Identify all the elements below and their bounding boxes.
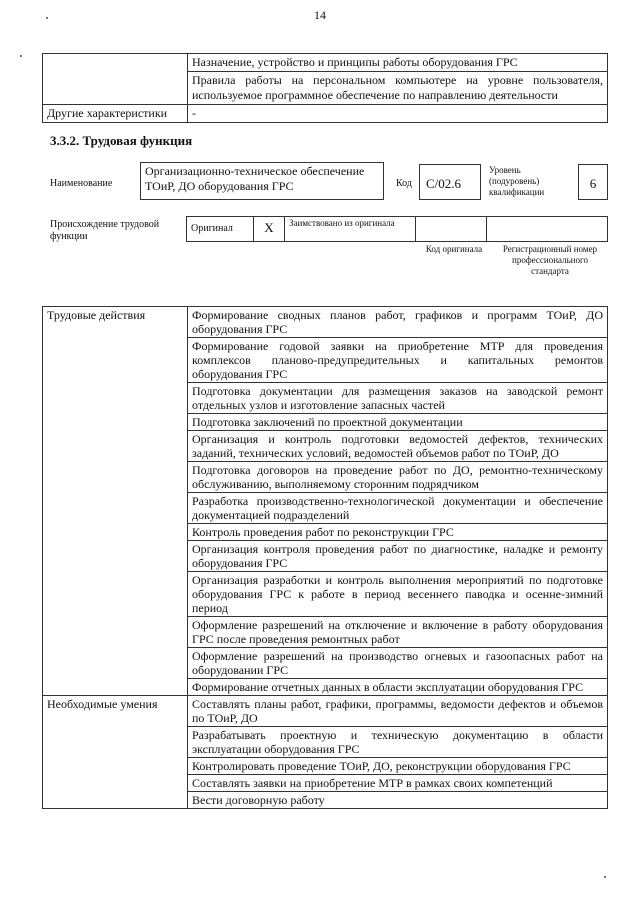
- name-value-box: [140, 162, 384, 200]
- list-item: Подготовка заключений по проектной документации: [188, 414, 608, 431]
- section-label: Необходимые умения: [43, 696, 188, 809]
- list-item: Подготовка документации для размещения заказов на заводской ремонт отдельных узлов и изготовление запасных частей: [188, 383, 608, 414]
- name-value: Организационно-техническое обеспечение ТОиР, ДО оборудования ГРС: [145, 164, 365, 193]
- borrowed-label: Заимствовано из оригинала: [285, 217, 416, 242]
- list-item: Разработка производственно-технологической документации и обеспечение документацией подразделений: [188, 493, 608, 524]
- main-table: [42, 306, 608, 809]
- list-item: Вести договорную работу: [188, 792, 608, 809]
- code-value: С/02.6: [426, 176, 462, 191]
- table-row: [43, 105, 608, 123]
- table-row: [43, 54, 608, 72]
- list-item: Оформление разрешений на отключение и включение в работу оборудования ГРС после проведения ремонтных работ: [188, 617, 608, 648]
- table-row: [43, 696, 608, 727]
- scan-speck: [20, 55, 22, 57]
- row-value-cell: Назначение, устройство и принципы работы оборудования ГРС: [188, 54, 608, 72]
- code-value-box: [419, 164, 481, 200]
- original-code-cell: [416, 217, 487, 242]
- list-item: Контроль проведения работ по реконструкции ГРС: [188, 524, 608, 541]
- list-item: Формирование сводных планов работ, графиков и программ ТОиР, ДО оборудования ГРС: [188, 307, 608, 338]
- level-value: 6: [589, 176, 597, 191]
- page-number: 14: [314, 8, 326, 22]
- list-item: Подготовка договоров на проведение работ по ДО, ремонтно-техническому обслуживанию, выполняемому сторонним подрядчиком: [188, 462, 608, 493]
- reg-number-cell: [487, 217, 608, 242]
- row-value-cell: -: [188, 105, 608, 123]
- section-label: Трудовые действия: [43, 307, 188, 696]
- code-label: Код: [396, 178, 412, 189]
- row-label-cell: [43, 54, 188, 105]
- origin-label: Происхождение трудовой функции: [50, 219, 160, 242]
- original-label: Оригинал: [187, 217, 254, 242]
- original-code-caption: Код оригинала: [425, 244, 483, 254]
- row-value-cell: Правила работы на персональном компьютере на уровне пользователя, используемое программное обеспечение по направлению деятельности: [188, 72, 608, 105]
- table-row: [43, 307, 608, 338]
- list-item: Организация и контроль подготовки ведомостей дефектов, технических заданий, технических условий, ведомостей объемов работ по ТОиР, ДО: [188, 431, 608, 462]
- list-item: Составлять заявки на приобретение МТР в рамках своих компетенций: [188, 775, 608, 792]
- list-item: Организация разработки и контроль выполнения мероприятий по подготовке оборудования ГРС к работе в период весеннего паводка и осенне-зимний период: [188, 572, 608, 617]
- original-mark: Х: [254, 217, 285, 242]
- list-item: Организация контроля проведения работ по диагностике, наладке и ремонту оборудования ГРС: [188, 541, 608, 572]
- row-label-cell: Другие характеристики: [43, 105, 188, 123]
- list-item: Контролировать проведение ТОиР, ДО, реконструкции оборудования ГРС: [188, 758, 608, 775]
- origin-table: [186, 216, 608, 242]
- scan-speck: [604, 876, 606, 878]
- list-item: Формирование отчетных данных в области эксплуатации оборудования ГРС: [188, 679, 608, 696]
- section-title: 3.3.2. Трудовая функция: [50, 133, 193, 148]
- list-item: Формирование годовой заявки на приобретение МТР для проведения комплексов планово-предупредительных и капитальных ремонтов оборудования ГРС: [188, 338, 608, 383]
- level-value-box: [578, 164, 608, 200]
- list-item: Разрабатывать проектную и техническую документацию в области эксплуатации оборудования ГРС: [188, 727, 608, 758]
- name-label: Наименование: [50, 178, 113, 189]
- reg-number-caption: Регистрационный номер профессионального стандарта: [502, 244, 598, 276]
- top-table: [42, 53, 608, 123]
- list-item: Составлять планы работ, графики, программы, ведомости дефектов и объемов по ТОиР, ДО: [188, 696, 608, 727]
- level-label: Уровень (подуровень) квалификации: [489, 165, 545, 197]
- list-item: Оформление разрешений на производство огневых и газоопасных работ на оборудовании ГРС: [188, 648, 608, 679]
